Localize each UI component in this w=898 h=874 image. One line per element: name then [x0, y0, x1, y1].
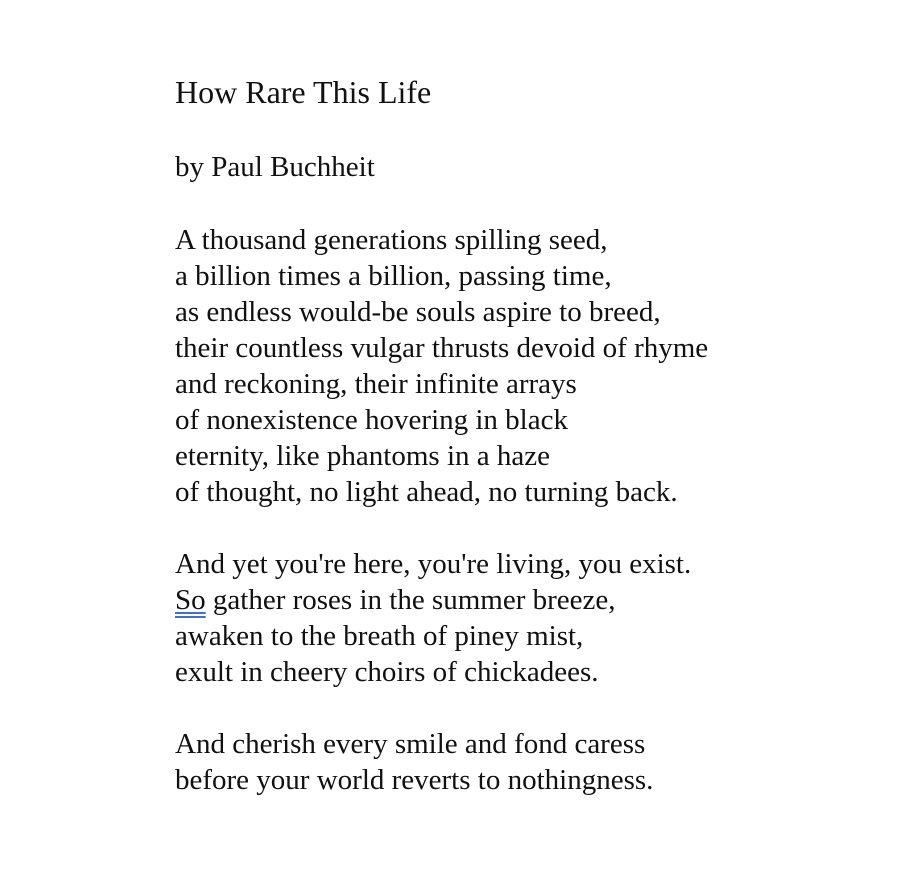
poem-line: as endless would-be souls aspire to breed, [175, 296, 661, 328]
poem-title: How Rare This Life [175, 74, 432, 110]
poem-line-rest: gather roses in the summer breeze, [205, 584, 616, 616]
poem-line: awaken to the breath of piney mist, [175, 620, 584, 652]
poem-line: their countless vulgar thrusts devoid of rhyme [175, 332, 709, 364]
stanza-2 [175, 546, 691, 690]
poem-line: exult in cheery choirs of chickadees. [175, 656, 599, 688]
poem-line: and reckoning, their infinite arrays [175, 368, 577, 400]
poem-line: of nonexistence hovering in black [175, 404, 568, 436]
poem-line [175, 582, 691, 618]
spellcheck-underlined-word[interactable]: So [175, 584, 206, 616]
stanza-1 [175, 222, 708, 510]
poem-line: eternity, like phantoms in a haze [175, 440, 550, 472]
poem-line: A thousand generations spilling seed, [175, 224, 608, 256]
poem-line: And cherish every smile and fond caress [175, 728, 646, 760]
poem-line: And yet you're here, you're living, you exist. [175, 548, 692, 580]
poem-line: before your world reverts to nothingness. [175, 764, 654, 796]
poem-byline: by Paul Buchheit [175, 151, 375, 183]
poem-line: a billion times a billion, passing time, [175, 260, 612, 292]
poem-line: of thought, no light ahead, no turning back. [175, 476, 678, 508]
stanza-3 [175, 726, 653, 798]
